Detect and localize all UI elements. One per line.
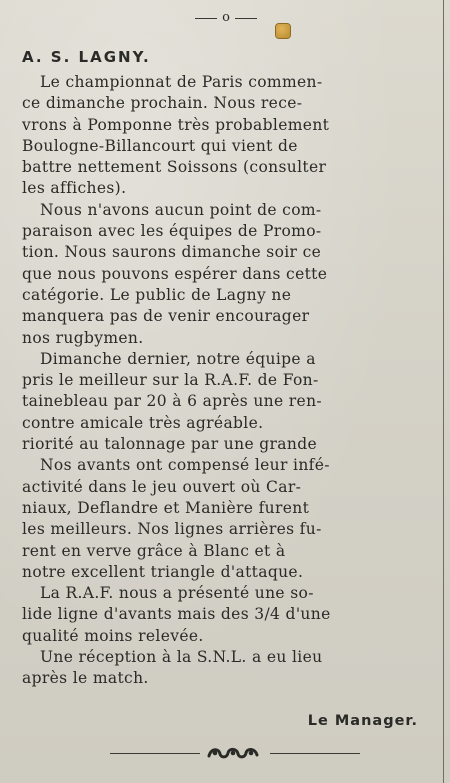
text-line: les affiches). [22,179,127,198]
bottom-ornament [110,744,360,762]
ornament-line-right [270,753,360,754]
text-line: pris le meilleur sur la R.A.F. de Fon- [22,371,319,390]
column-rule [443,0,444,783]
text-line: Nos avants ont compensé leur infé- [40,456,330,475]
text-line: tion. Nous saurons dimanche soir ce [22,243,322,262]
pin-mark [276,24,290,38]
text-line: Dimanche dernier, notre équipe a [40,349,316,368]
text-line: contre amicale très agréable. [22,413,264,432]
text-line: activité dans le jeu ouvert où Car- [22,477,302,496]
text-line: Boulogne-Billancourt qui vient de [22,136,298,155]
ornament-glyph: o [222,10,230,25]
text-line: La R.A.F. nous a présenté une so- [40,584,314,603]
text-line: battre nettement Soissons (consulter [22,158,327,177]
text-line: nos rugbymen. [22,328,144,347]
text-line: notre excellent triangle d'attaque. [22,562,304,581]
text-line: Nous n'avons aucun point de com- [40,200,322,219]
text-line: après le match. [22,669,149,688]
text-line: Le championnat de Paris commen- [40,73,323,91]
text-line: qualité moins relevée. [22,626,204,645]
text-line: ce dimanche prochain. Nous rece- [22,94,303,113]
ornament-line-left [195,18,217,19]
text-line: vrons à Pomponne très probablement [22,115,330,134]
text-line: les meilleurs. Nos lignes arrières fu- [22,520,322,539]
ornament-line-right [235,18,257,19]
text-line: riorité au talonnage par une grande [22,435,317,454]
scroll-ornament-icon [205,744,265,762]
ornament-line-left [110,753,200,754]
text-line: Une réception à la S.N.L. a eu lieu [40,648,323,667]
text-line: tainebleau par 20 à 6 après une ren- [22,392,322,411]
article-heading: A. S. LAGNY. [22,48,151,66]
text-line: lide ligne d'avants mais des 3/4 d'une [22,605,331,624]
text-line: rent en verve grâce à Blanc et à [22,541,286,560]
text-line: que nous pouvons espérer dans cette [22,264,328,283]
text-line: paraison avec les équipes de Promo- [22,222,322,241]
text-line: niaux, Deflandre et Manière furent [22,498,310,517]
article-body [22,72,440,690]
signature: Le Manager. [307,713,418,729]
text-line: catégorie. Le public de Lagny ne [22,285,292,304]
text-line: manquera pas de venir encourager [22,307,310,326]
top-ornament [195,8,257,28]
